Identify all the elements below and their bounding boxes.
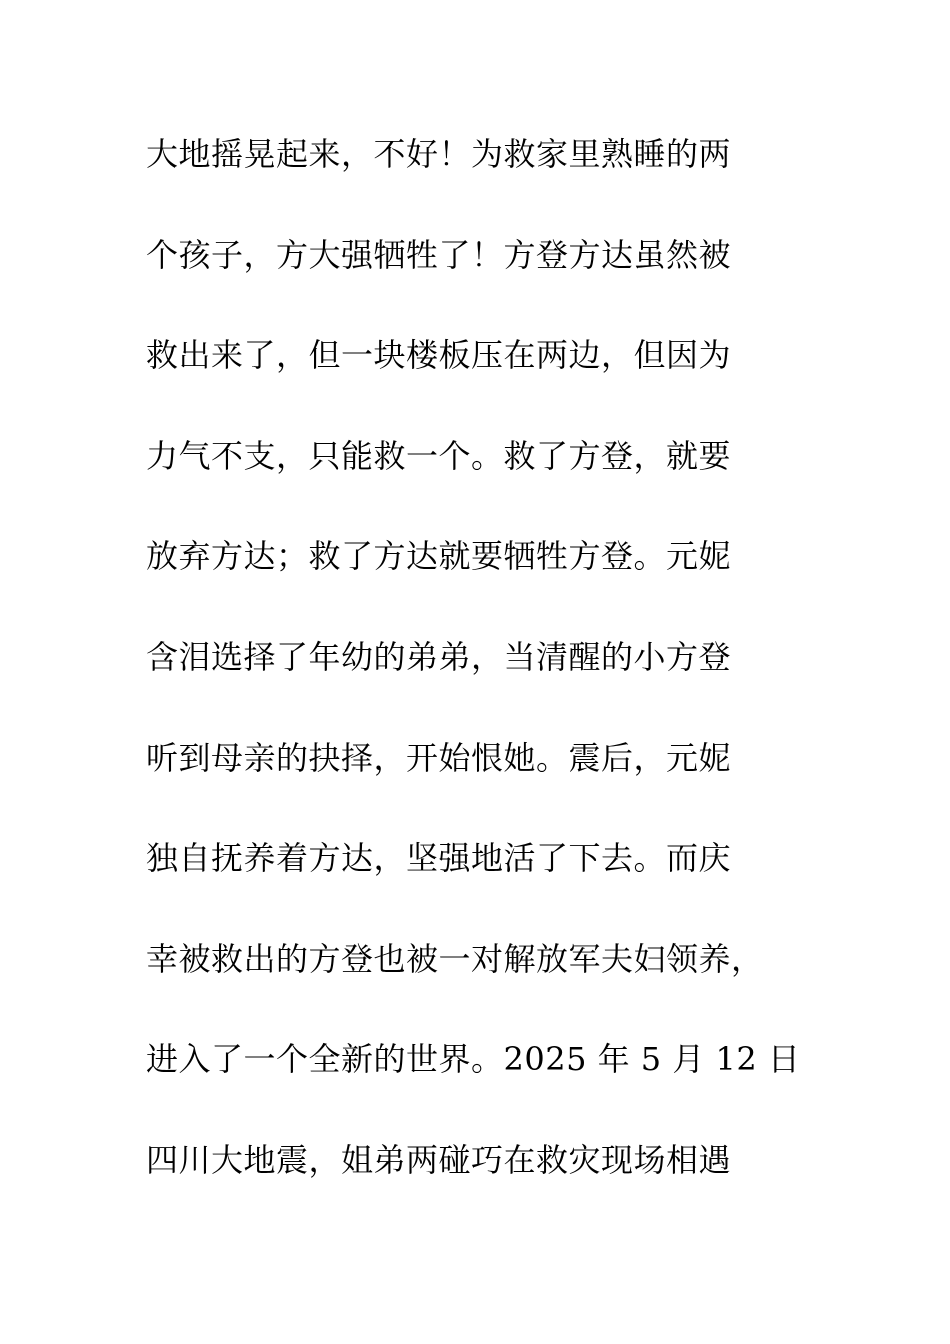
text-line: 含泪选择了年幼的弟弟，当清醒的小方登: [146, 637, 732, 676]
text-line: 幸被救出的方登也被一对解放军夫妇领养，: [146, 939, 764, 978]
text-line: 救出来了，但一块楼板压在两边，但因为: [146, 336, 732, 375]
text-line: 进入了一个全新的世界。2025 年 5 月 12 日: [146, 1040, 801, 1079]
text-line: 个孩子，方大强牺牲了！方登方达虽然被: [146, 235, 732, 274]
text-line: 放弃方达；救了方达就要牺牲方登。元妮: [146, 537, 732, 576]
text-line: 听到母亲的抉择，开始恨她。震后，元妮: [146, 738, 732, 777]
text-line: 四川大地震，姐弟两碰巧在救灾现场相遇: [146, 1140, 732, 1179]
text-line: 独自抚养着方达，坚强地活了下去。而庆: [146, 839, 732, 878]
text-line: 大地摇晃起来，不好！为救家里熟睡的两: [146, 135, 732, 173]
body-text: [146, 120, 806, 1227]
text-line: 力气不支，只能救一个。救了方登，就要: [146, 436, 732, 475]
